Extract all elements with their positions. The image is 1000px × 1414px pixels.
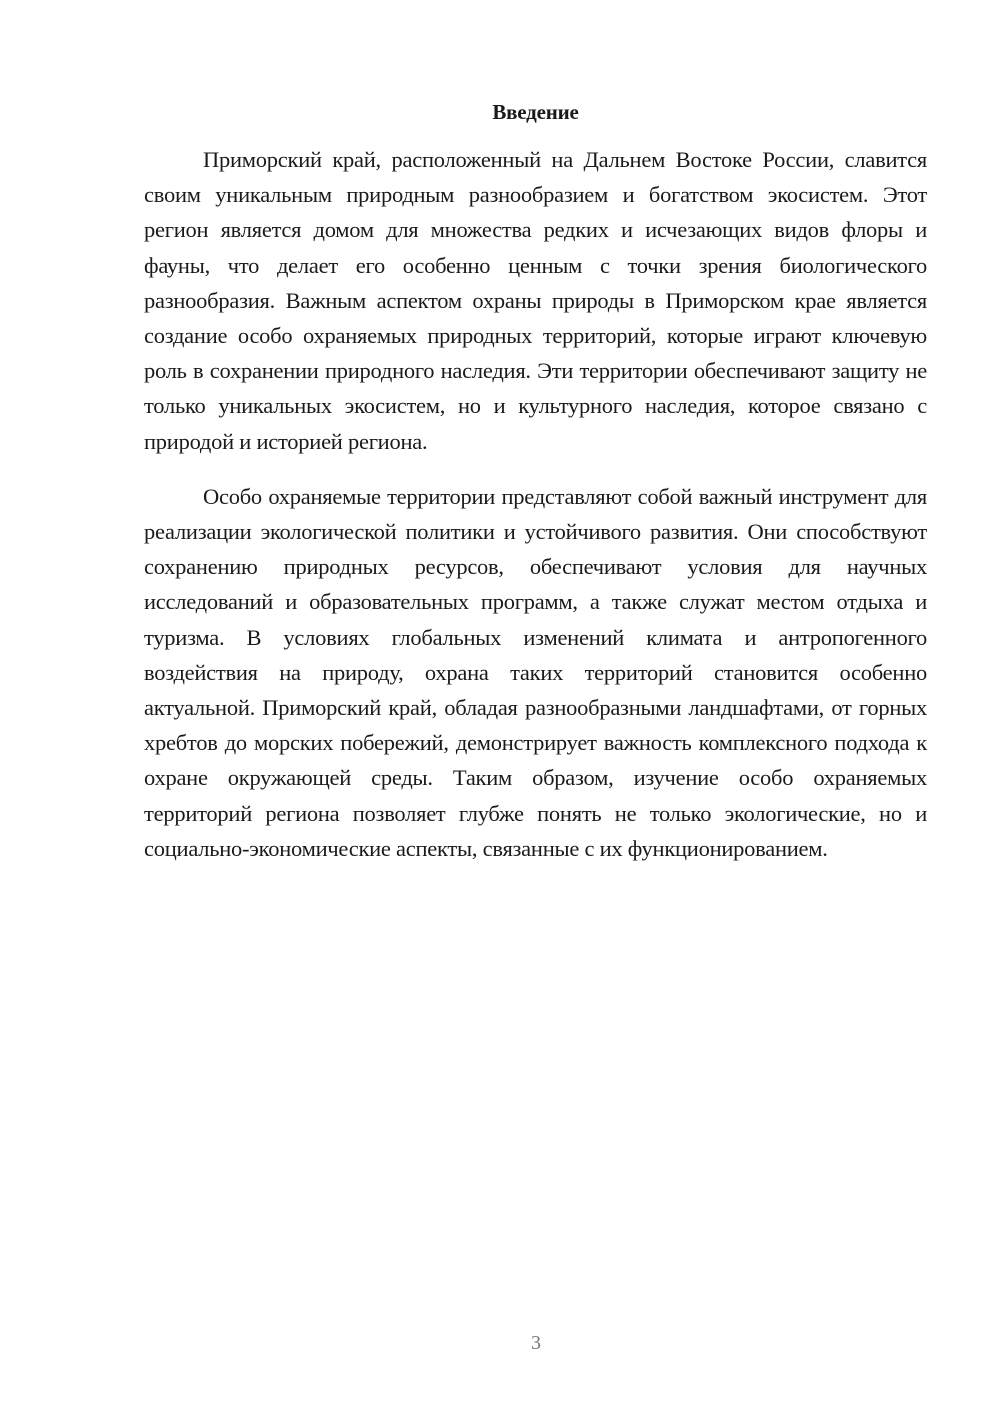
body-text: [144, 142, 927, 866]
paragraph-1: Приморский край, расположенный на Дальнем Востоке России, славится своим уникальным природным разнообразием и богатством экосистем. Этот регион является домом для множества редких и исчезающих видов флоры и фауны, что делает его особенно ценным с точки зрения биологического разнообразия. Важным аспектом охраны природы в Приморском крае является создание особо охраняемых природных территорий, которые играют ключевую роль в сохранении природного наследия. Эти территории обеспечивают защиту не только уникальных экосистем, но и культурного наследия, которое связано с природой и историей региона.: [144, 147, 927, 454]
page-number: 3: [531, 1332, 541, 1354]
paragraph-2: Особо охраняемые территории представляют собой важный инструмент для реализации экологической политики и устойчивого развития. Они способствуют сохранению природных ресурсов, обеспечивают условия для научных исследований и образовательных программ, а также служат местом отдыха и туризма. В условиях глобальных изменений климата и антропогенного воздействия на природу, охрана таких территорий становится особенно актуальной. Приморский край, обладая разнообразными ландшафтами, от горных хребтов до морских побережий, демонстрирует важность комплексного подхода к охране окружающей среды. Таким образом, изучение особо охраняемых территорий региона позволяет глубже понять не только экологические, но и социально-экономические аспекты, связанные с их функционированием.: [144, 483, 927, 861]
section-heading: Введение: [492, 100, 579, 124]
